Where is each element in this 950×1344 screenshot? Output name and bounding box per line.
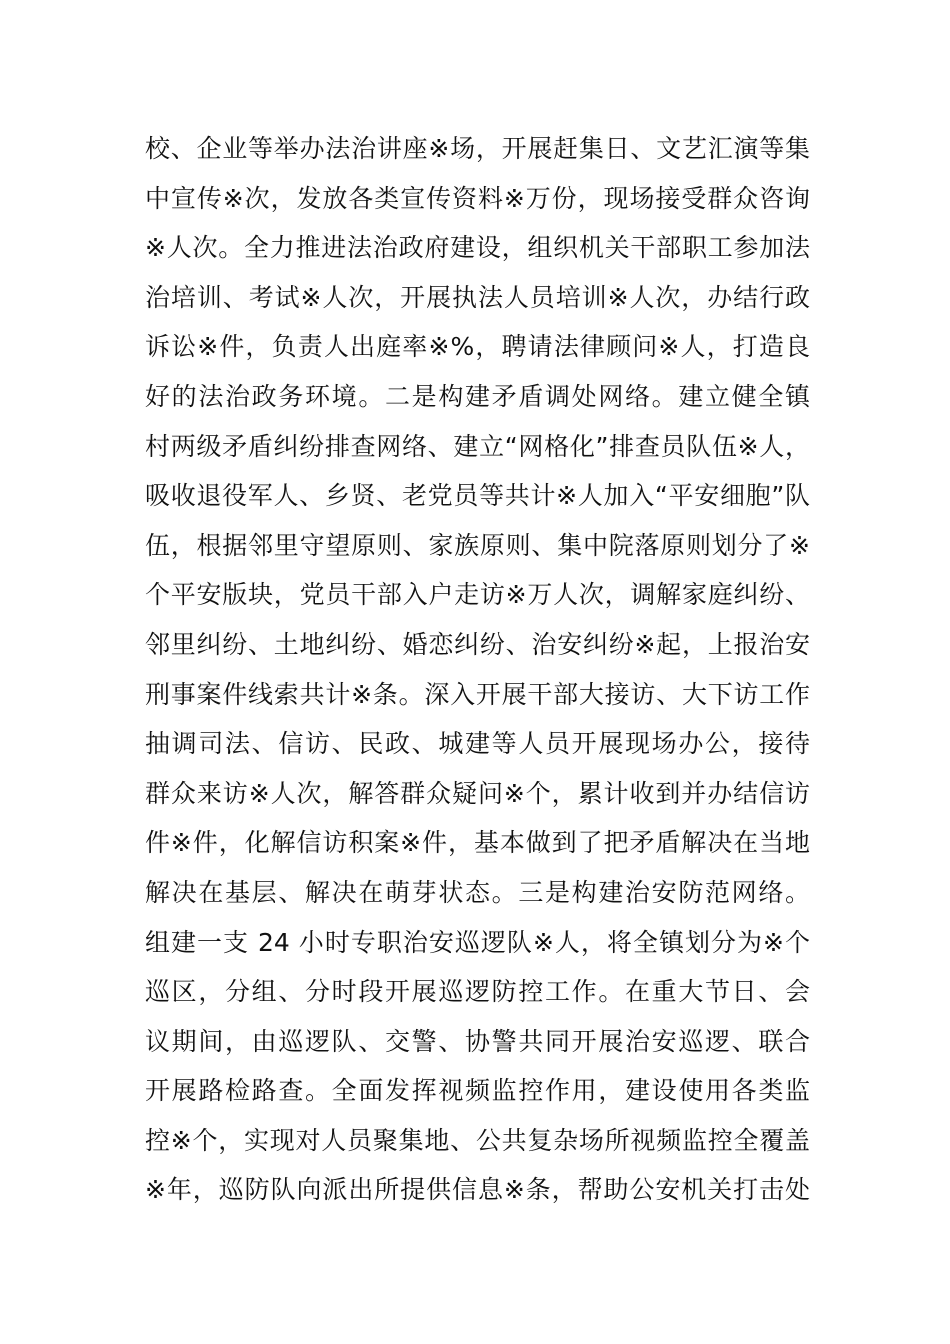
text-line: 群众来访※人次，解答群众疑问※个，累计收到并办结信访	[145, 778, 810, 808]
text-line: 组建一支 24 小时专职治安巡逻队※人，将全镇划分为※个	[145, 927, 810, 957]
text-line: 巡区，分组、分时段开展巡逻防控工作。在重大节日、会	[145, 977, 810, 1007]
text-line: 个平安版块，党员干部入户走访※万人次，调解家庭纠纷、	[145, 580, 810, 610]
text-line: 开展路检路查。全面发挥视频监控作用，建设使用各类监	[145, 1076, 810, 1106]
text-line: 解决在基层、解决在萌芽状态。三是构建治安防范网络。	[145, 877, 810, 907]
text-line: 伍，根据邻里守望原则、家族原则、集中院落原则划分了※	[145, 530, 810, 560]
text-line: 诉讼※件，负责人出庭率※%，聘请法律顾问※人，打造良	[145, 332, 810, 362]
text-line: 村两级矛盾纠纷排查网络、建立“网格化”排查员队伍※人，	[145, 431, 810, 461]
text-line: 件※件，化解信访积案※件，基本做到了把矛盾解决在当地	[145, 828, 810, 858]
text-line: 吸收退役军人、乡贤、老党员等共计※人加入“平安细胞”队	[145, 481, 810, 511]
text-line: 治培训、考试※人次，开展执法人员培训※人次，办结行政	[145, 282, 810, 312]
text-line: 议期间，由巡逻队、交警、协警共同开展治安巡逻、联合	[145, 1026, 810, 1056]
text-line: 控※个，实现对人员聚集地、公共复杂场所视频监控全覆盖	[145, 1125, 810, 1155]
text-line: 刑事案件线索共计※条。深入开展干部大接访、大下访工作	[145, 679, 810, 709]
body-paragraph	[145, 124, 810, 1215]
text-line: ※年，巡防队向派出所提供信息※条，帮助公安机关打击处	[145, 1175, 810, 1205]
text-line: 中宣传※次，发放各类宣传资料※万份，现场接受群众咨询	[145, 183, 810, 213]
text-line: 好的法治政务环境。二是构建矛盾调处网络。建立健全镇	[145, 381, 810, 411]
text-line: 抽调司法、信访、民政、城建等人员开展现场办公，接待	[145, 729, 810, 759]
text-line: ※人次。全力推进法治政府建设，组织机关干部职工参加法	[145, 233, 810, 263]
text-line: 邻里纠纷、土地纠纷、婚恋纠纷、治安纠纷※起，上报治安	[145, 629, 810, 659]
text-line: 校、企业等举办法治讲座※场，开展赶集日、文艺汇演等集	[145, 134, 810, 163]
